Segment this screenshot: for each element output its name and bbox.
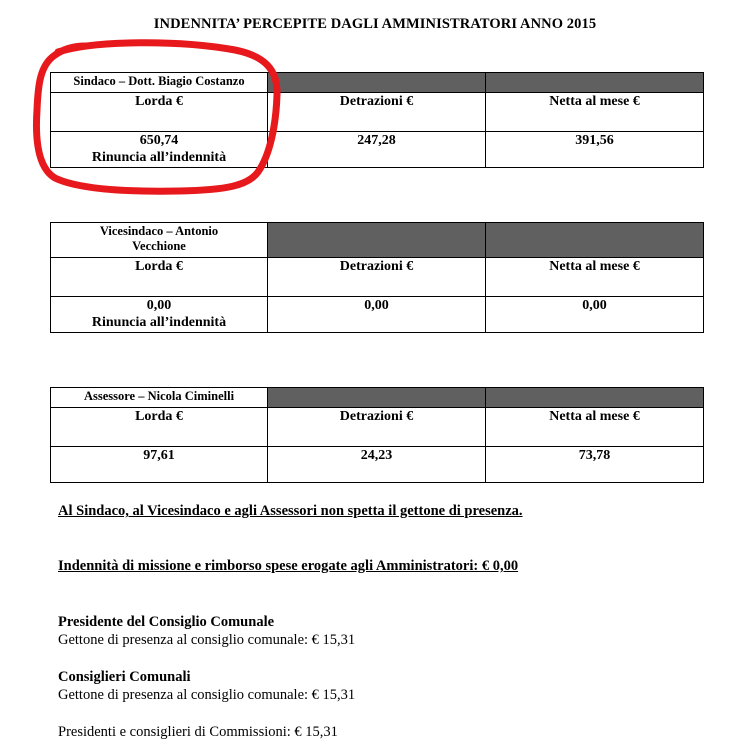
netta-value: 0,00	[486, 297, 704, 333]
consiglieri-text: Gettone di presenza al consiglio comunale: € 15,31	[58, 687, 356, 703]
detrazioni-value: 0,00	[268, 297, 486, 333]
lorda-note: Rinuncia all’indennità	[91, 315, 227, 330]
note-no-gettone: Al Sindaco, al Vicesindaco e agli Assessori non spetta il gettone di presenza.	[58, 503, 523, 519]
header-fill	[486, 388, 704, 408]
lorda-value: 650,74 Rinuncia all’indennità	[51, 132, 268, 168]
lorda-value: 97,61	[51, 447, 268, 483]
table-assessore	[50, 387, 704, 483]
detrazioni-header: Detrazioni €	[268, 93, 486, 132]
netta-header: Netta al mese €	[486, 408, 704, 447]
sindaco-name: Sindaco – Dott. Biagio Costanzo	[51, 73, 268, 93]
detrazioni-value: 247,28	[268, 132, 486, 168]
header-fill	[268, 73, 486, 93]
detrazioni-header: Detrazioni €	[268, 408, 486, 447]
lorda-header: Lorda €	[51, 93, 268, 132]
vicesindaco-name: Vicesindaco – Antonio Vecchione	[51, 223, 268, 258]
lorda-header: Lorda €	[51, 258, 268, 297]
header-fill	[268, 388, 486, 408]
netta-value: 391,56	[486, 132, 704, 168]
table-sindaco	[50, 72, 704, 168]
presidente-text: Gettone di presenza al consiglio comunale: € 15,31	[58, 632, 356, 648]
detrazioni-header: Detrazioni €	[268, 258, 486, 297]
header-fill	[486, 73, 704, 93]
assessore-name: Assessore – Nicola Ciminelli	[51, 388, 268, 408]
commissioni-text: Presidenti e consiglieri di Commissioni: € 15,31	[58, 724, 338, 740]
lorda-value: 0,00 Rinuncia all’indennità	[51, 297, 268, 333]
consiglieri-heading: Consiglieri Comunali	[58, 669, 191, 685]
presidente-heading: Presidente del Consiglio Comunale	[58, 614, 275, 630]
document-title: INDENNITA’ PERCEPITE DAGLI AMMINISTRATORI ANNO 2015	[153, 16, 597, 32]
detrazioni-value: 24,23	[268, 447, 486, 483]
netta-header: Netta al mese €	[486, 93, 704, 132]
lorda-note: Rinuncia all’indennità	[91, 150, 227, 165]
header-fill	[268, 223, 486, 258]
table-vicesindaco	[50, 222, 704, 333]
note-missione: Indennità di missione e rimborso spese erogate agli Amministratori: € 0,00	[58, 558, 519, 574]
netta-header: Netta al mese €	[486, 258, 704, 297]
netta-value: 73,78	[486, 447, 704, 483]
header-fill	[486, 223, 704, 258]
lorda-header: Lorda €	[51, 408, 268, 447]
